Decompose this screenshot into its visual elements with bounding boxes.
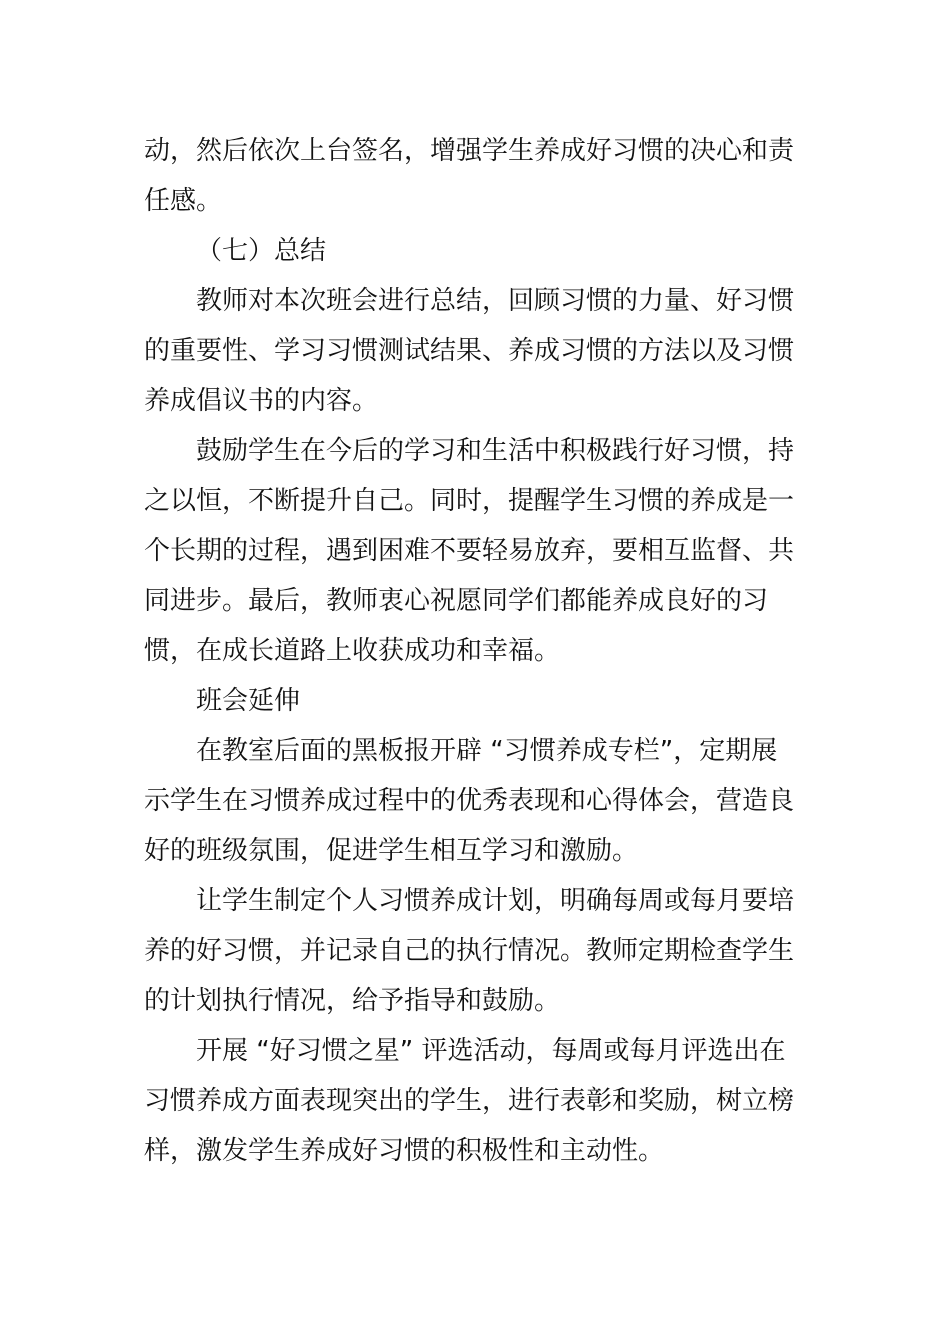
text-line: 之以恒，不断提升自己。同时，提醒学生习惯的养成是一 (144, 486, 795, 516)
document-body (144, 126, 808, 1176)
text-line: 任感。 (144, 186, 223, 216)
paragraph-continuation (144, 126, 808, 226)
heading-text: 班会延伸 (196, 686, 301, 716)
paragraph-encouragement (144, 426, 808, 676)
text-line: 惯，在成长道路上收获成功和幸福。 (144, 636, 561, 666)
paragraph-blackboard-column (144, 726, 808, 876)
text-line: 样，激发学生养成好习惯的积极性和主动性。 (144, 1136, 665, 1166)
text-line: 动，然后依次上台签名，增强学生养成好习惯的决心和责 (144, 136, 795, 166)
paragraph-summary (144, 276, 808, 426)
text-line: 让学生制定个人习惯养成计划，明确每周或每月要培 (196, 886, 795, 916)
section-heading-extension (144, 676, 808, 726)
text-line: 好的班级氛围，促进学生相互学习和激励。 (144, 836, 639, 866)
text-line: 养成倡议书的内容。 (144, 386, 379, 416)
paragraph-habit-plan (144, 876, 808, 1026)
text-line: 的重要性、学习习惯测试结果、养成习惯的方法以及习惯 (144, 336, 795, 366)
text-line: 鼓励学生在今后的学习和生活中积极践行好习惯，持 (196, 436, 795, 466)
text-line: 示学生在习惯养成过程中的优秀表现和心得体会，营造良 (144, 786, 795, 816)
text-line: 的计划执行情况，给予指导和鼓励。 (144, 986, 561, 1016)
text-line: 个长期的过程，遇到困难不要轻易放弃，要相互监督、共 (144, 536, 795, 566)
text-line: 教师对本次班会进行总结，回顾习惯的力量、好习惯 (196, 286, 795, 316)
text-line: 开展 “好习惯之星” 评选活动，每周或每月评选出在 (196, 1036, 786, 1066)
heading-text: （七）总结 (196, 236, 327, 266)
text-line: 养的好习惯，并记录自己的执行情况。教师定期检查学生 (144, 936, 795, 966)
text-line: 习惯养成方面表现突出的学生，进行表彰和奖励，树立榜 (144, 1086, 795, 1116)
section-heading-summary (144, 226, 808, 276)
text-line: 同进步。最后，教师衷心祝愿同学们都能养成良好的习 (144, 586, 769, 616)
paragraph-habit-star (144, 1026, 808, 1176)
text-line: 在教室后面的黑板报开辟 “习惯养成专栏”，定期展 (196, 736, 778, 766)
